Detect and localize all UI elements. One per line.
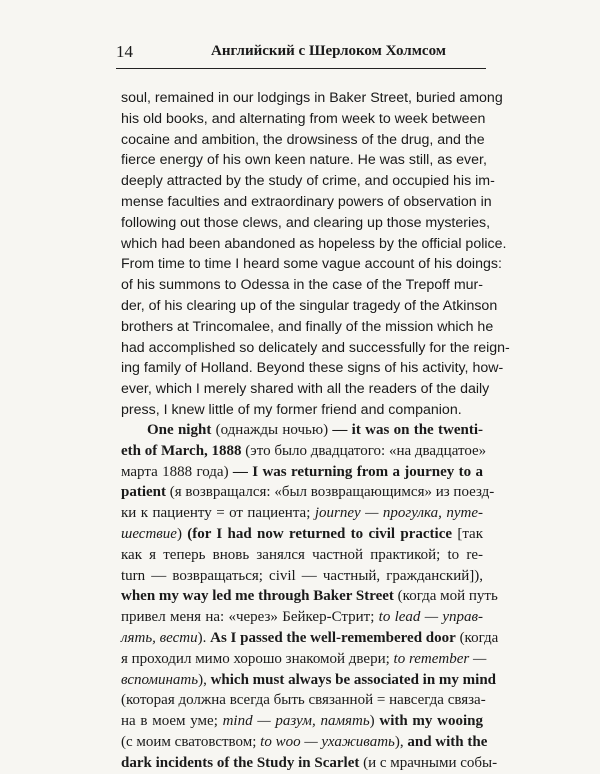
- text-line: [121, 649, 487, 670]
- bilingual-paragraph: [121, 420, 499, 774]
- text-line: press, I knew little of my former friend and companion.: [121, 401, 462, 418]
- english-phrase: and with the: [407, 733, 488, 750]
- page-header: [116, 42, 486, 69]
- vocabulary-note: mind — разум, память: [222, 713, 370, 730]
- vocabulary-note: вспоминать: [121, 671, 199, 688]
- translation-text: (когда: [455, 629, 499, 646]
- text-line: [121, 545, 483, 566]
- translation-text: ): [176, 525, 188, 542]
- translation-text: (когда мой путь: [393, 588, 498, 605]
- text-line: ever, which I merely shared with all the readers of the daily: [121, 381, 490, 398]
- text-line: ing family of Holland. Beyond these signs of his activity, how-: [121, 360, 504, 377]
- text-line: following out those clews, and clearing up those mysteries,: [121, 214, 491, 231]
- page-number: 14: [116, 42, 133, 61]
- text-line: [121, 441, 487, 462]
- translation-text: (и с мрачными собы-: [359, 754, 498, 771]
- translation-text: на в моем уме;: [121, 713, 223, 730]
- english-phrase: As I passed the well-remembered door: [210, 629, 456, 646]
- vocabulary-note: шествие: [121, 525, 177, 542]
- translation-text: ),: [394, 733, 408, 750]
- text-line: [121, 628, 499, 649]
- text-line: of his summons to Odessa in the case of the Trepoff mur-: [121, 277, 483, 294]
- text-line: soul, remained in our lodgings in Baker Street, buried among: [121, 90, 503, 106]
- vocabulary-note: to lead — управ-: [378, 609, 483, 626]
- translation-text: (которая должна всегда быть связанной = навсегда связа-: [121, 692, 486, 709]
- text-line: [121, 420, 483, 441]
- text-line: [121, 690, 486, 711]
- translation-text: (однажды ночью): [211, 422, 333, 438]
- translation-text: ): [369, 713, 380, 730]
- text-line: brothers at Trincomalee, and finally of the mission which he: [121, 318, 494, 335]
- text-line: deeply attracted by the study of crime, and occupied his im-: [121, 173, 495, 190]
- vocabulary-note: лять, вести: [121, 629, 198, 646]
- english-phrase: One night: [147, 422, 212, 438]
- text-line: had accomplished so delicately and successfully for the reign-: [121, 339, 510, 356]
- translation-text: я проходил мимо хорошо знакомой двери;: [121, 650, 394, 667]
- english-phrase: patient: [121, 484, 166, 501]
- english-phrase: dark incidents of the Study in Scarlet: [121, 754, 360, 771]
- text-line: [121, 607, 483, 628]
- translation-text: (я возвращался: «был возвращающимся» из поезд-: [166, 484, 495, 501]
- text-line: From time to time I heard some vague account of his doings:: [121, 256, 502, 273]
- translation-text: марта 1888 года): [121, 463, 233, 480]
- vocabulary-note: journey — прогулка, путе-: [314, 505, 483, 522]
- text-line: mense faculties and extraordinary powers of observation in: [121, 193, 492, 210]
- text-line: [121, 711, 483, 732]
- text-line: [121, 753, 498, 774]
- english-paragraph: [121, 88, 510, 421]
- text-line: [121, 482, 495, 503]
- translation-text: ки к пациенту = от пациента;: [121, 505, 315, 522]
- text-line: [121, 524, 483, 545]
- english-phrase: (for I had now returned to civil practice: [187, 525, 453, 542]
- translation-text: [так: [452, 525, 483, 542]
- text-line: cocaine and ambition, the drowsiness of the drug, and the: [121, 131, 485, 148]
- translation-text: (с моим сватовством;: [121, 733, 261, 750]
- translation-text: ).: [197, 629, 211, 646]
- english-phrase: — I was returning from a journey to a: [232, 463, 483, 480]
- translation-text: привел меня на: «через» Бейкер-Стрит;: [121, 609, 379, 626]
- translation-text: (это было двадцатого: «на двадцатое»: [241, 442, 487, 459]
- text-line: [121, 670, 497, 691]
- english-phrase: which must always be associated in my mind: [210, 671, 497, 688]
- translation-text: ),: [198, 671, 211, 688]
- english-phrase: when my way led me through Baker Street: [121, 588, 394, 605]
- translation-text: как я теперь вновь занялся частной практикой; to re-: [121, 546, 483, 563]
- text-line: der, of his clearing up of the singular tragedy of the Atkinson: [121, 297, 498, 314]
- english-phrase: eth of March, 1888: [121, 442, 242, 459]
- text-line: his old books, and alternating from week to week between: [121, 110, 486, 127]
- running-title: Английский с Шерлоком Холмсом: [211, 43, 447, 59]
- english-phrase: — it was on the twenti-: [332, 422, 483, 438]
- text-line: which had been abandoned as hopeless by the official police.: [121, 235, 507, 252]
- text-line: [121, 566, 483, 587]
- text-line: [121, 503, 483, 524]
- text-line: fierce energy of his own keen nature. He was still, as ever,: [121, 152, 487, 169]
- translation-text: turn — возвращаться; civil — частный, гражданский]),: [121, 567, 483, 584]
- text-line: [121, 586, 498, 607]
- vocabulary-note: to woo — ухаживать: [260, 733, 395, 750]
- vocabulary-note: to remember —: [393, 650, 487, 667]
- english-phrase: with my wooing: [379, 713, 483, 730]
- text-line: [121, 462, 483, 483]
